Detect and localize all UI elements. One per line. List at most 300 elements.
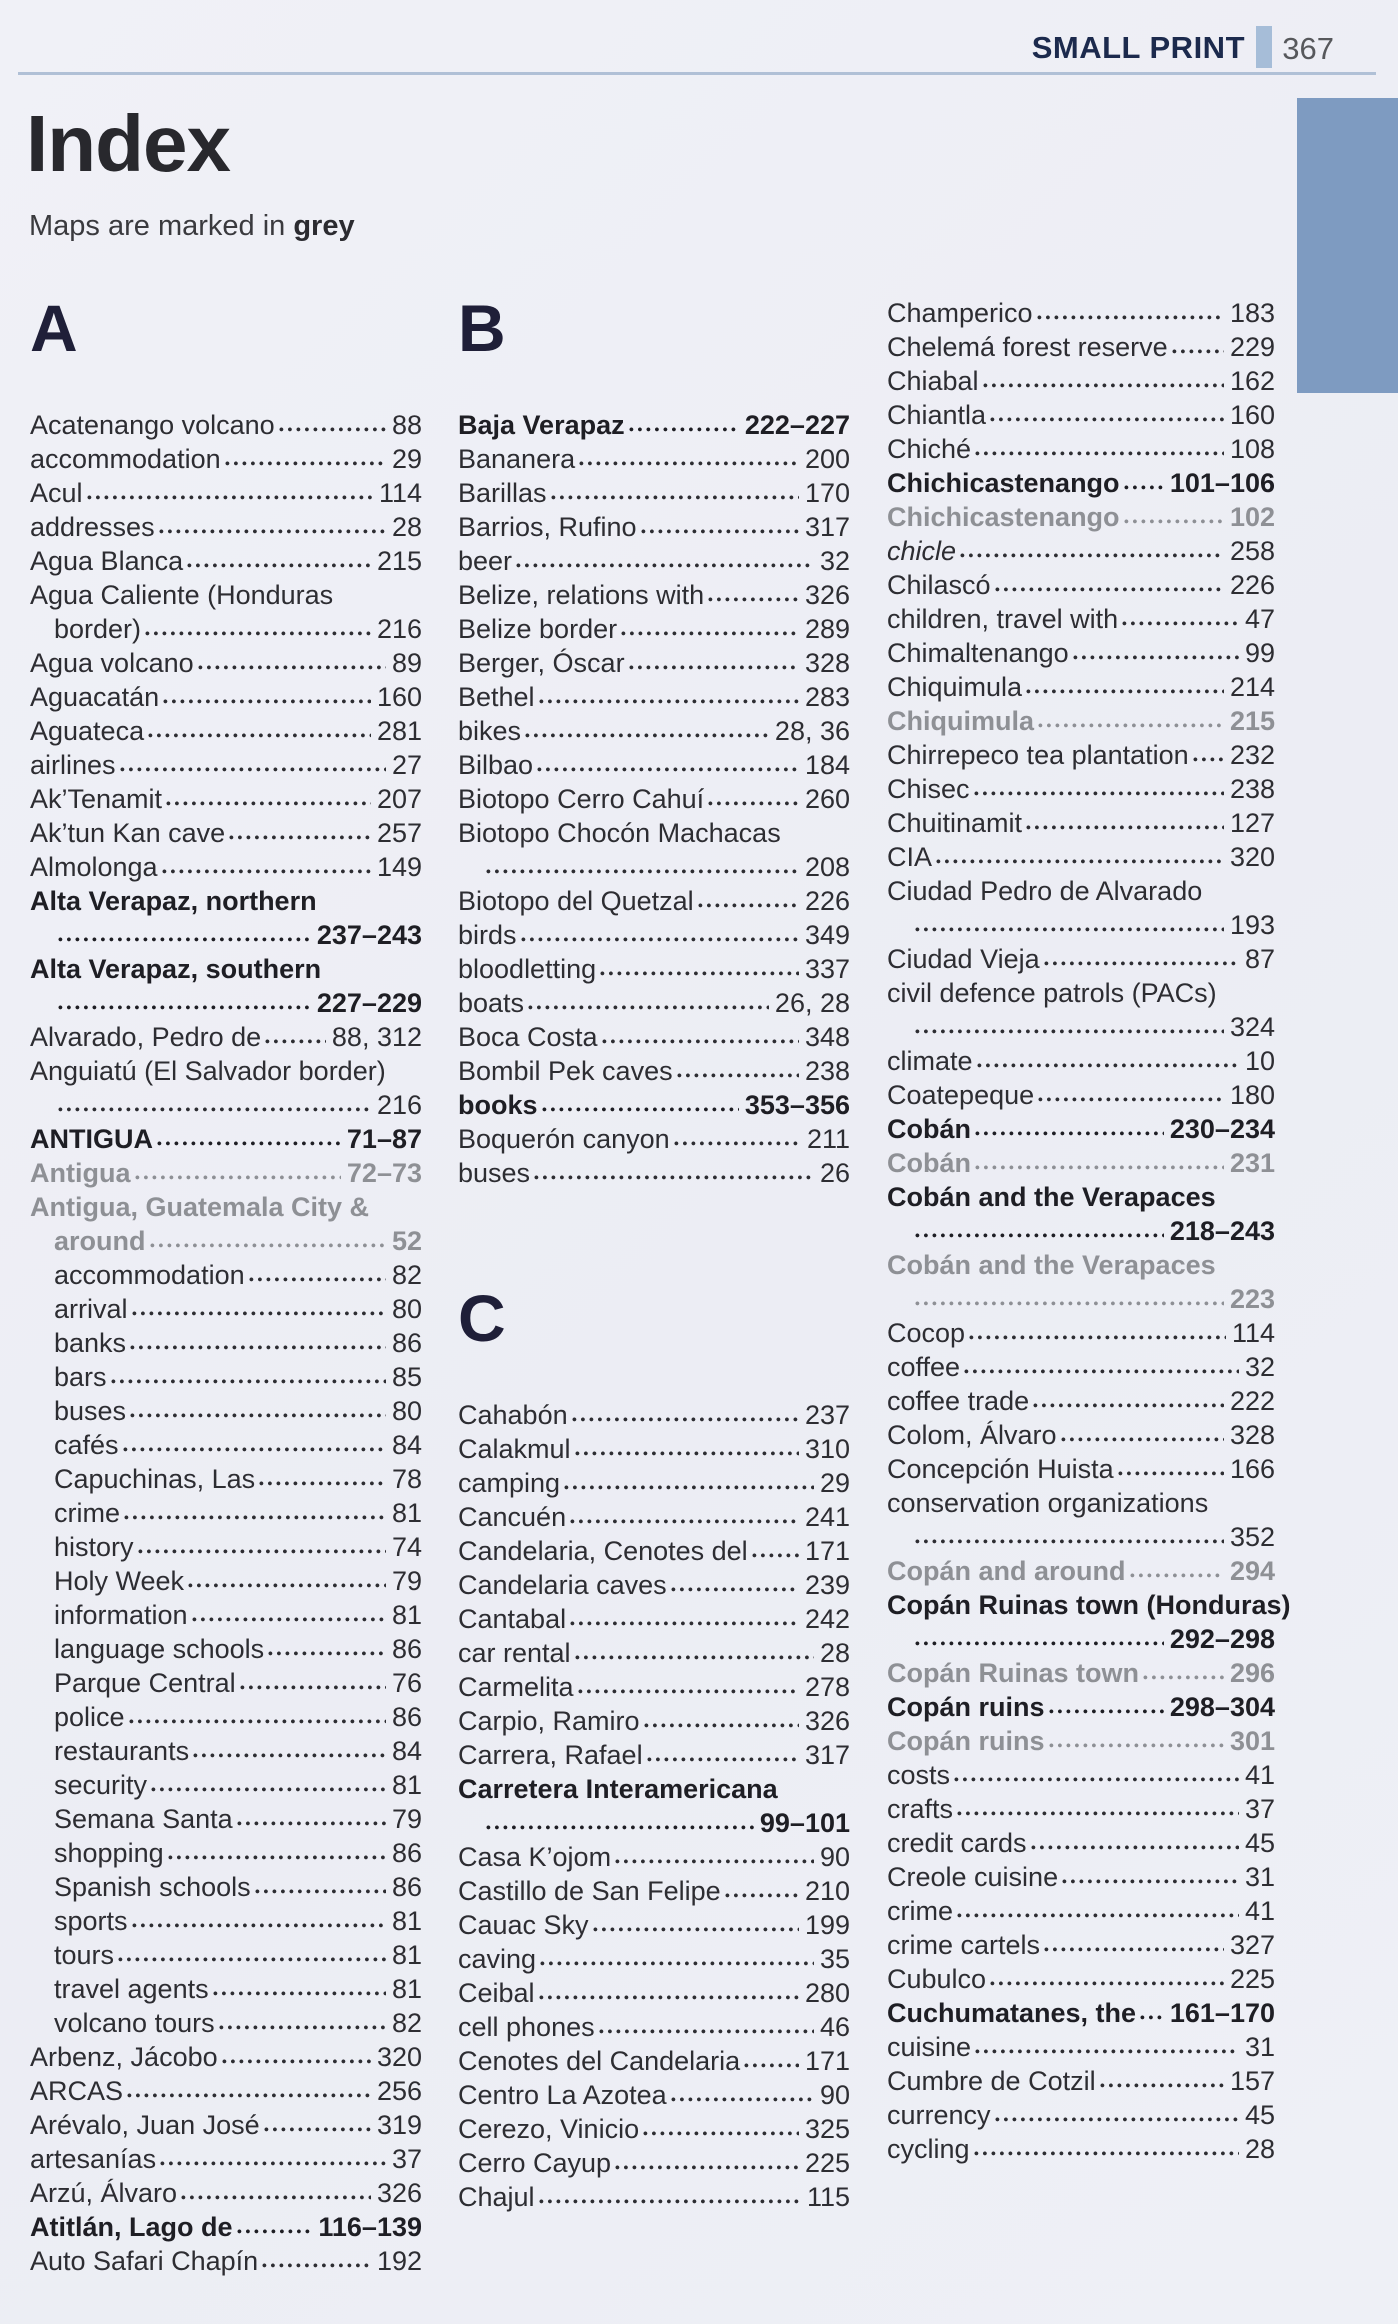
entry-page-number: 349 bbox=[804, 920, 850, 950]
entry-page-number: 326 bbox=[804, 580, 850, 610]
dot-leader bbox=[1129, 1554, 1224, 1588]
entry-text: Chuitinamit bbox=[887, 808, 1023, 838]
entry-page-number: 79 bbox=[391, 1804, 422, 1834]
dot-leader bbox=[248, 1258, 386, 1292]
entry-text: Cocop bbox=[887, 1318, 966, 1348]
dot-leader bbox=[676, 1054, 799, 1088]
entry-text: Alvarado, Pedro de bbox=[30, 1022, 262, 1052]
entry-text: buses bbox=[54, 1396, 127, 1426]
entry-text: birds bbox=[458, 920, 517, 950]
entry-page-number: 115 bbox=[806, 2182, 850, 2212]
entry-page-number: 238 bbox=[1229, 774, 1275, 804]
dot-leader bbox=[1036, 296, 1224, 330]
index-entry bbox=[30, 1938, 422, 1972]
index-entry bbox=[30, 1054, 422, 1088]
entry-page-number: 47 bbox=[1244, 604, 1275, 634]
dot-leader bbox=[1025, 806, 1224, 840]
header-rule bbox=[18, 72, 1376, 75]
index-column-3 bbox=[887, 296, 1291, 2278]
dot-leader bbox=[1025, 670, 1224, 704]
dot-leader bbox=[86, 476, 373, 510]
index-entry bbox=[30, 1666, 422, 1700]
dot-leader bbox=[959, 534, 1224, 568]
entry-text: Semana Santa bbox=[54, 1804, 233, 1834]
entry-page-number: 84 bbox=[391, 1736, 422, 1766]
entry-text: Bethel bbox=[458, 682, 535, 712]
index-entry bbox=[887, 1214, 1275, 1248]
dot-leader bbox=[571, 1398, 799, 1432]
dot-leader bbox=[1037, 704, 1224, 738]
index-entry bbox=[458, 1772, 850, 1806]
entry-text: Copán ruins bbox=[887, 1692, 1045, 1722]
index-entry bbox=[458, 2112, 850, 2146]
dot-leader bbox=[601, 1020, 799, 1054]
dot-leader bbox=[670, 1568, 799, 1602]
entry-text: Colom, Álvaro bbox=[887, 1420, 1057, 1450]
entry-text: Agua volcano bbox=[30, 648, 194, 678]
entry-text: Boca Costa bbox=[458, 1022, 598, 1052]
index-entry bbox=[887, 1554, 1275, 1588]
entry-text: Cumbre de Cotzil bbox=[887, 2066, 1096, 2096]
entry-text: language schools bbox=[54, 1634, 265, 1664]
subtitle-emphasis: grey bbox=[293, 210, 355, 242]
index-entry bbox=[30, 1564, 422, 1598]
entry-text: Cubulco bbox=[887, 1964, 987, 1994]
index-entry bbox=[30, 1734, 422, 1768]
index-entry bbox=[887, 568, 1275, 602]
dot-leader bbox=[1072, 636, 1239, 670]
index-entry bbox=[30, 918, 422, 952]
entry-page-number: 200 bbox=[804, 444, 850, 474]
entry-page-number: 81 bbox=[391, 1974, 422, 2004]
entry-page-number: 162 bbox=[1229, 366, 1275, 396]
index-entry bbox=[30, 1462, 422, 1496]
section-letter-b: B bbox=[458, 291, 506, 365]
entry-page-number: 320 bbox=[376, 2042, 422, 2072]
entry-page-number: 239 bbox=[804, 1570, 850, 1600]
dot-leader bbox=[973, 772, 1224, 806]
index-entry bbox=[458, 1806, 850, 1840]
entry-page-number: 32 bbox=[1244, 1352, 1275, 1382]
entry-page-number: 28 bbox=[1244, 2134, 1275, 2164]
entry-page-number: 352 bbox=[1229, 1522, 1275, 1552]
entry-page-number: 86 bbox=[391, 1872, 422, 1902]
index-column-1 bbox=[30, 291, 422, 2278]
index-entry bbox=[887, 1588, 1291, 1622]
dot-leader bbox=[57, 918, 311, 952]
dot-leader bbox=[533, 1156, 814, 1190]
dot-leader bbox=[673, 1122, 801, 1156]
index-entry bbox=[30, 1632, 422, 1666]
dot-leader bbox=[224, 442, 386, 476]
entry-text: Chiquimula bbox=[887, 672, 1023, 702]
entry-text: Arbenz, Jácobo bbox=[30, 2042, 218, 2072]
entry-text: Capuchinas, Las bbox=[54, 1464, 256, 1494]
entry-page-number: 317 bbox=[804, 1740, 850, 1770]
dot-leader bbox=[137, 1530, 386, 1564]
dot-leader bbox=[520, 918, 799, 952]
entry-text: Ak’tun Kan cave bbox=[30, 818, 226, 848]
entry-text: Spanish schools bbox=[54, 1872, 251, 1902]
dot-leader bbox=[1121, 602, 1239, 636]
entry-text: Baja Verapaz bbox=[458, 410, 625, 440]
dot-leader bbox=[968, 1316, 1226, 1350]
index-entry bbox=[887, 1622, 1275, 1656]
dot-leader bbox=[57, 986, 311, 1020]
entry-page-number: 237–243 bbox=[316, 920, 422, 950]
dot-leader bbox=[914, 1520, 1224, 1554]
index-entry bbox=[458, 952, 850, 986]
dot-leader bbox=[156, 1122, 341, 1156]
index-entry bbox=[458, 1840, 850, 1874]
index-entry bbox=[887, 874, 1275, 908]
dot-leader bbox=[131, 1292, 386, 1326]
index-entry bbox=[887, 840, 1275, 874]
entry-page-number: 88, 312 bbox=[331, 1022, 422, 1052]
entry-text: chicle bbox=[887, 536, 957, 566]
index-entry bbox=[887, 1248, 1275, 1282]
entry-page-number: 222–227 bbox=[744, 410, 850, 440]
entry-text: volcano tours bbox=[54, 2008, 215, 2038]
entry-page-number: 326 bbox=[804, 1706, 850, 1736]
index-entry bbox=[887, 1078, 1275, 1112]
entry-text: Cenotes del Candelaria bbox=[458, 2046, 741, 2076]
dot-leader bbox=[614, 1840, 814, 1874]
dot-leader bbox=[628, 646, 799, 680]
page-number: 367 bbox=[1282, 31, 1334, 66]
dot-leader bbox=[989, 398, 1224, 432]
dot-leader bbox=[228, 816, 371, 850]
index-entry bbox=[887, 908, 1275, 942]
index-entry bbox=[30, 646, 422, 680]
entry-page-number: 127 bbox=[1229, 808, 1275, 838]
entry-text: Cuchumatanes, the bbox=[887, 1998, 1137, 2028]
dot-leader bbox=[264, 1020, 326, 1054]
entry-page-number: 328 bbox=[1229, 1420, 1275, 1450]
entry-text: accommodation bbox=[30, 444, 221, 474]
index-entry bbox=[887, 1520, 1275, 1554]
dot-leader bbox=[1032, 1384, 1224, 1418]
entry-text: Calakmul bbox=[458, 1434, 571, 1464]
index-entry bbox=[30, 1870, 422, 1904]
entry-page-number: 193 bbox=[1229, 910, 1275, 940]
index-entry bbox=[458, 1156, 850, 1190]
index-columns bbox=[30, 291, 1291, 2278]
entry-text: Cancuén bbox=[458, 1502, 567, 1532]
entry-text: Biotopo Cerro Cahuí bbox=[458, 784, 705, 814]
index-entry bbox=[458, 2146, 850, 2180]
entry-text: climate bbox=[887, 1046, 973, 1076]
entry-page-number: 225 bbox=[1229, 1964, 1275, 1994]
index-entry bbox=[887, 1180, 1275, 1214]
index-entry bbox=[887, 1486, 1275, 1520]
entry-text: cycling bbox=[887, 2134, 970, 2164]
entry-text: crime bbox=[54, 1498, 120, 1528]
entry-page-number: 232 bbox=[1229, 740, 1275, 770]
entry-page-number: 325 bbox=[804, 2114, 850, 2144]
dot-leader bbox=[147, 714, 371, 748]
dot-leader bbox=[707, 578, 799, 612]
index-entry bbox=[887, 2030, 1275, 2064]
entry-page-number: 278 bbox=[804, 1672, 850, 1702]
dot-leader bbox=[258, 1462, 386, 1496]
dot-leader bbox=[122, 1428, 386, 1462]
index-entry bbox=[30, 2210, 422, 2244]
entry-page-number: 84 bbox=[391, 1430, 422, 1460]
entry-text: cell phones bbox=[458, 2012, 595, 2042]
index-entry bbox=[30, 2006, 422, 2040]
entry-page-number: 37 bbox=[391, 2144, 422, 2174]
entry-text: Chiabal bbox=[887, 366, 979, 396]
index-entry bbox=[458, 1568, 850, 1602]
index-entry bbox=[30, 2040, 422, 2074]
entry-text: Candelaria caves bbox=[458, 1570, 667, 1600]
index-entry bbox=[30, 1122, 422, 1156]
dot-leader bbox=[914, 1214, 1164, 1248]
dot-leader bbox=[1048, 1724, 1224, 1758]
dot-leader bbox=[1037, 1078, 1224, 1112]
entry-page-number: 32 bbox=[819, 546, 850, 576]
entry-page-number: 90 bbox=[819, 2080, 850, 2110]
index-entry bbox=[887, 1044, 1275, 1078]
entry-text: Coatepeque bbox=[887, 1080, 1035, 1110]
index-entry bbox=[887, 1928, 1275, 1962]
entry-text: Cerro Cayup bbox=[458, 2148, 612, 2178]
index-entry bbox=[887, 1112, 1275, 1146]
dot-leader bbox=[192, 1734, 386, 1768]
entry-page-number: 214 bbox=[1229, 672, 1275, 702]
index-entry bbox=[887, 1792, 1275, 1826]
entry-text: Copán ruins bbox=[887, 1726, 1045, 1756]
entry-text: Cerezo, Vinicio bbox=[458, 2114, 640, 2144]
entry-page-number: 184 bbox=[804, 750, 850, 780]
entry-text: Acul bbox=[30, 478, 83, 508]
entry-page-number: 31 bbox=[1244, 1862, 1275, 1892]
dot-leader bbox=[569, 1500, 799, 1534]
dot-leader bbox=[159, 2142, 386, 2176]
index-entry bbox=[30, 1020, 422, 1054]
entry-text: Chelemá forest reserve bbox=[887, 332, 1168, 362]
entry-text: tours bbox=[54, 1940, 115, 1970]
entry-text: Centro La Azotea bbox=[458, 2080, 667, 2110]
index-entry bbox=[887, 636, 1275, 670]
index-entry bbox=[458, 1874, 850, 1908]
dot-leader bbox=[569, 1602, 799, 1636]
entry-page-number: 88 bbox=[391, 410, 422, 440]
index-entry bbox=[30, 1530, 422, 1564]
entry-text: CIA bbox=[887, 842, 933, 872]
dot-leader bbox=[614, 2146, 799, 2180]
index-entry bbox=[887, 2098, 1275, 2132]
dot-leader bbox=[914, 908, 1224, 942]
index-title: Index bbox=[26, 99, 230, 188]
index-entry bbox=[30, 680, 422, 714]
index-entry bbox=[30, 986, 422, 1020]
entry-text: Carmelita bbox=[458, 1672, 574, 1702]
entry-text: police bbox=[54, 1702, 125, 1732]
entry-text: Barillas bbox=[458, 478, 547, 508]
index-entry bbox=[458, 1704, 850, 1738]
index-entry bbox=[30, 1428, 422, 1462]
entry-page-number: 28 bbox=[819, 1638, 850, 1668]
dot-leader bbox=[212, 1972, 386, 2006]
entry-page-number: 216 bbox=[376, 1090, 422, 1120]
entry-page-number: 218–243 bbox=[1169, 1216, 1275, 1246]
entry-page-number: 326 bbox=[376, 2178, 422, 2208]
index-entry bbox=[458, 850, 850, 884]
entry-page-number: 258 bbox=[1229, 536, 1275, 566]
index-entry bbox=[887, 942, 1275, 976]
dot-leader bbox=[263, 2108, 371, 2142]
index-entry bbox=[30, 782, 422, 816]
index-entry bbox=[887, 1418, 1275, 1452]
entry-page-number: 223 bbox=[1229, 1284, 1275, 1314]
dot-leader bbox=[994, 568, 1224, 602]
dot-leader bbox=[642, 2112, 799, 2146]
dot-leader bbox=[577, 1670, 799, 1704]
dot-leader bbox=[515, 544, 814, 578]
entry-page-number: 101–106 bbox=[1169, 468, 1275, 498]
entry-text: Champerico bbox=[887, 298, 1033, 328]
dot-leader bbox=[1099, 2064, 1224, 2098]
entry-text: Almolonga bbox=[30, 852, 158, 882]
entry-text: Boquerón canyon bbox=[458, 1124, 670, 1154]
index-entry bbox=[887, 1894, 1275, 1928]
entry-text: bloodletting bbox=[458, 954, 597, 984]
entry-text: Ciudad Vieja bbox=[887, 944, 1040, 974]
entry-page-number: 230–234 bbox=[1169, 1114, 1275, 1144]
entry-text: Holy Week bbox=[54, 1566, 185, 1596]
entry-page-number: 29 bbox=[391, 444, 422, 474]
dot-leader bbox=[278, 408, 386, 442]
index-entry bbox=[30, 1326, 422, 1360]
entry-page-number: 86 bbox=[391, 1702, 422, 1732]
entry-page-number: 27 bbox=[391, 750, 422, 780]
entry-text: Parque Central bbox=[54, 1668, 236, 1698]
dot-leader bbox=[538, 2180, 801, 2214]
dot-leader bbox=[1060, 1418, 1224, 1452]
running-head-divider-bar bbox=[1256, 26, 1272, 68]
entry-page-number: 296 bbox=[1229, 1658, 1275, 1688]
entry-text: restaurants bbox=[54, 1736, 190, 1766]
entry-text: Antigua bbox=[30, 1158, 131, 1188]
entry-text: Atitlán, Lago de bbox=[30, 2212, 233, 2242]
entry-page-number: 317 bbox=[804, 512, 850, 542]
entry-page-number: 215 bbox=[376, 546, 422, 576]
index-entry bbox=[30, 1836, 422, 1870]
entry-page-number: 348 bbox=[804, 1022, 850, 1052]
entry-text: cuisine bbox=[887, 2032, 972, 2062]
index-entry bbox=[30, 1802, 422, 1836]
dot-leader bbox=[161, 850, 371, 884]
index-entry bbox=[887, 330, 1275, 364]
index-entry bbox=[30, 1496, 422, 1530]
index-entry bbox=[458, 1738, 850, 1772]
index-entry bbox=[887, 738, 1275, 772]
index-entry bbox=[30, 748, 422, 782]
index-entry bbox=[887, 534, 1275, 568]
dot-leader bbox=[646, 1738, 799, 1772]
dot-leader bbox=[131, 1904, 386, 1938]
entry-text: Anguiatú (El Salvador border) bbox=[30, 1056, 386, 1086]
index-entry bbox=[458, 2044, 850, 2078]
index-entry bbox=[887, 364, 1275, 398]
dot-leader bbox=[110, 1360, 386, 1394]
index-entry bbox=[458, 1398, 850, 1432]
index-entry bbox=[458, 748, 850, 782]
index-entry bbox=[458, 714, 850, 748]
dot-leader bbox=[536, 748, 799, 782]
entry-page-number: 41 bbox=[1244, 1896, 1275, 1926]
entry-page-number: 210 bbox=[804, 1876, 850, 1906]
dot-leader bbox=[123, 1496, 386, 1530]
dot-leader bbox=[994, 2098, 1239, 2132]
dot-leader bbox=[670, 2078, 814, 2112]
index-entry bbox=[458, 408, 850, 442]
index-entry bbox=[458, 1466, 850, 1500]
entry-page-number: 166 bbox=[1229, 1454, 1275, 1484]
dot-leader bbox=[574, 1432, 799, 1466]
chapter-thumb-tab bbox=[1297, 98, 1398, 393]
dot-leader bbox=[697, 884, 799, 918]
entry-text: Berger, Óscar bbox=[458, 648, 625, 678]
index-entry bbox=[887, 1384, 1275, 1418]
entry-page-number: 328 bbox=[804, 648, 850, 678]
index-entry bbox=[458, 1976, 850, 2010]
entry-text: Chirrepeco tea plantation bbox=[887, 740, 1189, 770]
index-entry bbox=[458, 1500, 850, 1534]
entry-page-number: 231 bbox=[1229, 1148, 1275, 1178]
index-entry bbox=[30, 544, 422, 578]
entry-page-number: 226 bbox=[804, 886, 850, 916]
entry-text: Cobán bbox=[887, 1114, 971, 1144]
dot-leader bbox=[117, 1938, 386, 1972]
dot-leader bbox=[267, 1632, 386, 1666]
index-entry bbox=[458, 1088, 850, 1122]
entry-page-number: 81 bbox=[391, 1600, 422, 1630]
entry-page-number: 86 bbox=[391, 1838, 422, 1868]
index-entry bbox=[30, 1224, 422, 1258]
dot-leader bbox=[974, 432, 1224, 466]
dot-leader bbox=[956, 1792, 1239, 1826]
entry-text: conservation organizations bbox=[887, 1488, 1209, 1518]
entry-text: Cantabal bbox=[458, 1604, 567, 1634]
dot-leader bbox=[119, 748, 386, 782]
entry-text: buses bbox=[458, 1158, 531, 1188]
entry-text: Carrera, Rafael bbox=[458, 1740, 643, 1770]
index-entry bbox=[30, 1190, 422, 1224]
dot-leader bbox=[162, 680, 371, 714]
index-entry bbox=[30, 1156, 422, 1190]
index-entry bbox=[887, 1860, 1275, 1894]
index-entry bbox=[30, 476, 422, 510]
index-entry bbox=[30, 408, 422, 442]
entry-text: coffee bbox=[887, 1352, 961, 1382]
index-entry bbox=[458, 442, 850, 476]
entry-text: camping bbox=[458, 1468, 561, 1498]
dot-leader bbox=[574, 1636, 814, 1670]
index-entry bbox=[30, 2142, 422, 2176]
entry-text: Chisec bbox=[887, 774, 970, 804]
entry-page-number: 324 bbox=[1229, 1012, 1275, 1042]
entry-page-number: 319 bbox=[376, 2110, 422, 2140]
index-entry bbox=[887, 432, 1275, 466]
dot-leader bbox=[165, 782, 371, 816]
entry-page-number: 90 bbox=[819, 1842, 850, 1872]
dot-leader bbox=[1142, 1656, 1224, 1690]
entry-text: shopping bbox=[54, 1838, 164, 1868]
dot-leader bbox=[149, 1224, 386, 1258]
